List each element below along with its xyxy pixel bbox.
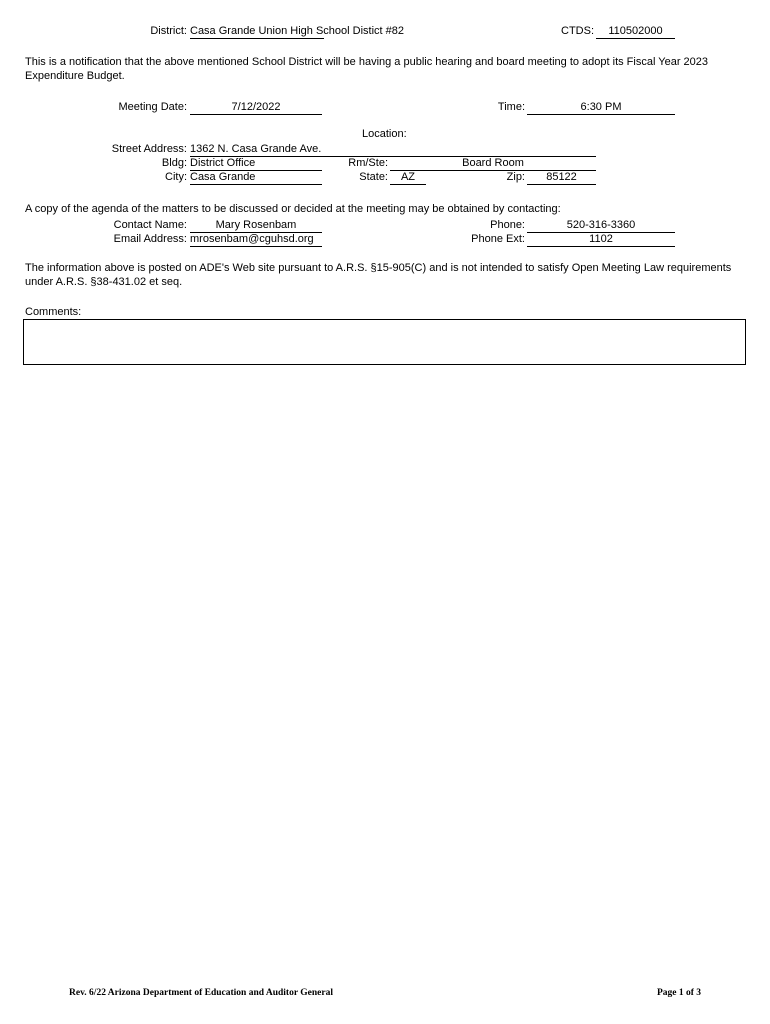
location-heading: Location: [362,128,407,140]
street-address-label: Street Address: [111,143,187,155]
comments-label: Comments: [25,306,82,318]
zip-value: 85122 [527,171,596,185]
rm-ste-value: Board Room [390,157,596,171]
ctds-label: CTDS: [561,25,594,37]
footer-revision: Rev. 6/22 Arizona Department of Education and Auditor General [69,988,333,998]
contact-name-value: Mary Rosenbam [190,219,322,233]
city-value: Casa Grande [190,171,322,185]
comments-box [23,319,746,365]
district-value: Casa Grande Union High School Distict #82 [190,25,405,37]
agenda-note: A copy of the agenda of the matters to be discussed or decided at the meeting may be obtained by contacting: [25,203,561,215]
rm-ste-label: Rm/Ste: [348,157,388,169]
state-value: AZ [390,171,426,185]
email-address-value: mrosenbam@cguhsd.org [190,233,322,247]
intro-text: This is a notification that the above mentioned School District will be having a public hearing and board meeting to adopt its Fiscal Year 2023 Expenditure Budget. [25,56,709,82]
bldg-label: Bldg: [161,157,187,169]
footer-page-number: Page 1 of 3 [656,988,701,998]
comments-text [24,320,745,326]
city-label: City: [165,171,187,183]
phone-ext-label: Phone Ext: [471,233,525,245]
posting-note: The information above is posted on ADE's Web site pursuant to A.R.S. §15-905(C) and is not intended to satisfy Open Meeting Law requirements under A.R.S. §38-431.02 et seq. [25,262,732,288]
meeting-time-value: 6:30 PM [527,101,675,115]
zip-label: Zip: [506,171,525,183]
phone-ext-value: 1102 [527,233,675,247]
meeting-time-label: Time: [497,101,525,113]
meeting-date-label: Meeting Date: [118,101,187,113]
phone-value: 520-316-3360 [527,219,675,233]
district-label: District: [150,25,187,37]
bldg-value: District Office [190,157,322,171]
phone-label: Phone: [490,219,525,231]
street-address-value: 1362 N. Casa Grande Ave. [190,143,596,157]
email-address-label: Email Address: [113,233,187,245]
state-label: State: [359,171,388,183]
meeting-date-value: 7/12/2022 [190,101,322,115]
contact-name-label: Contact Name: [113,219,187,231]
ctds-value: 110502000 [596,25,675,39]
